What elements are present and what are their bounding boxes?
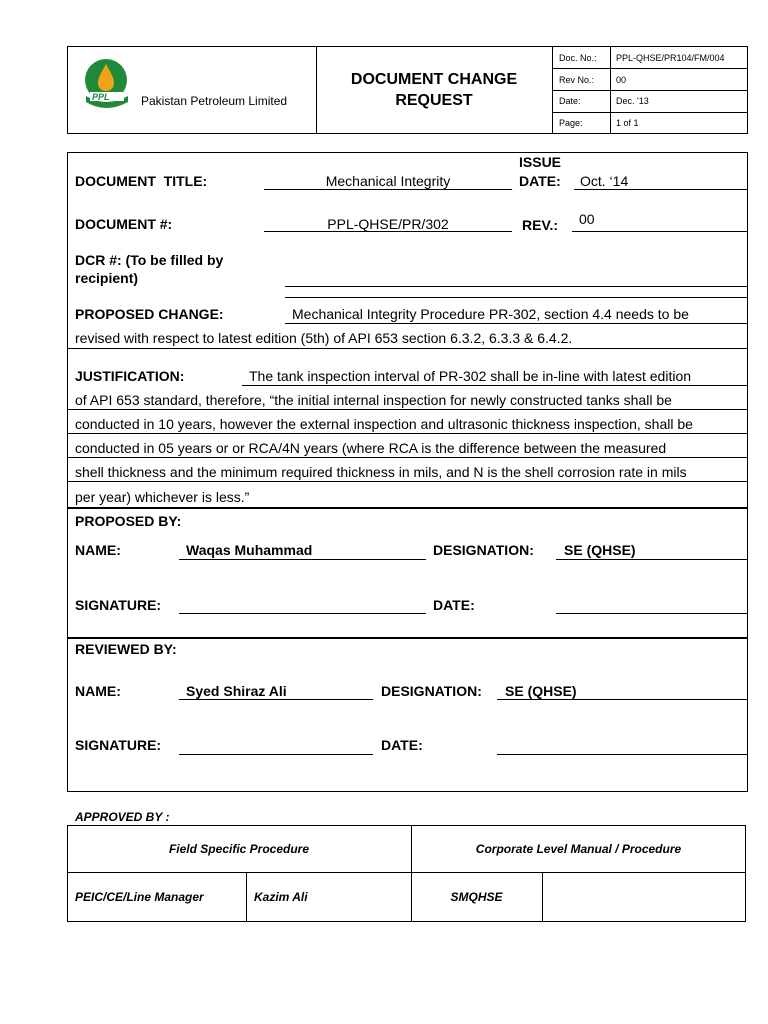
justification-text: per year) whichever is less.” (75, 489, 250, 505)
ppl-logo-text: PPL (92, 92, 110, 102)
meta-value: 1 of 1 (616, 118, 639, 128)
proposed-by-heading: PROPOSED BY: (75, 513, 182, 529)
rev-value: 00 (579, 211, 595, 227)
justification-rule (67, 433, 748, 434)
proposed-by-signature-field[interactable] (179, 597, 426, 614)
approval-row-divider (67, 872, 746, 873)
meta-label: Date: (559, 96, 581, 106)
approval-col-header: Field Specific Procedure (168, 842, 310, 856)
justification-text: The tank inspection interval of PR-302 shall be in-line with latest edition (249, 368, 692, 384)
proposed-change-text: Mechanical Integrity Procedure PR-302, section 4.4 needs to be (292, 306, 689, 322)
proposed-change-text: revised with respect to latest edition (5th) of API 653 section 6.3.2, 6.3.3 & 6.4.2. (75, 330, 573, 346)
meta-value: 00 (616, 75, 627, 85)
company-name: Pakistan Petroleum Limited (141, 94, 288, 108)
proposed-by-signature-label: SIGNATURE: (75, 597, 162, 613)
approval-col-header: Corporate Level Manual / Procedure (475, 842, 682, 856)
meta-value: PPL-QHSE/PR104/FM/004 (616, 53, 725, 63)
proposed-by-designation-label: DESIGNATION: (433, 542, 534, 558)
meta-label: Doc. No.: (559, 53, 597, 63)
dcr-field[interactable] (285, 266, 748, 287)
ppl-logo-icon (78, 56, 138, 114)
reviewed-by-signature-label: SIGNATURE: (75, 737, 162, 753)
proposed-change-label: PROPOSED CHANGE: (75, 306, 224, 322)
proposed-by-date-label: DATE: (433, 597, 475, 613)
proposed-by-name-label: NAME: (75, 542, 121, 558)
justification-label: JUSTIFICATION: (75, 368, 185, 384)
approval-cell-role: SMQHSE (450, 890, 503, 904)
reviewed-by-designation-value: SE (QHSE) (505, 683, 577, 699)
justification-text: of API 653 standard, therefore, “the initial internal inspection for newly constructed tanks shall be (75, 392, 672, 408)
justification-text: conducted in 10 years, however the external inspection and ultrasonic thickness inspection, shall be (75, 416, 693, 432)
doc-title-label: DOCUMENT TITLE: (75, 173, 208, 189)
approval-cell-role: PEIC/CE/Line Manager (75, 890, 204, 904)
justification-text: conducted in 05 years or or RCA/4N years (where RCA is the difference between the measured (75, 440, 667, 456)
meta-row-line-1 (552, 68, 748, 69)
approval-cell-name: Kazim Ali (254, 890, 308, 904)
meta-row-line-3 (552, 112, 748, 113)
dcr-label-line1: DCR #: (To be filled by (75, 252, 224, 268)
approval-col-divider (246, 872, 247, 922)
reviewed-by-date-field[interactable] (497, 737, 748, 755)
section-divider (67, 637, 748, 639)
dcr-lower-line (285, 297, 748, 298)
justification-rule (67, 481, 748, 482)
issue-label: ISSUE (519, 154, 562, 170)
approved-by-heading: APPROVED BY : (75, 810, 170, 824)
doc-number-label: DOCUMENT #: (75, 216, 173, 232)
doc-title-line2: REQUEST (395, 92, 473, 109)
section-divider (67, 348, 748, 349)
proposed-by-date-field[interactable] (556, 597, 748, 614)
rev-field[interactable] (572, 213, 748, 232)
justification-text: shell thickness and the minimum required thickness in mils, and N is the shell corrosion rate in mils (75, 464, 687, 480)
proposed-by-designation-value: SE (QHSE) (564, 542, 636, 558)
doc-title-value: Mechanical Integrity (325, 173, 451, 189)
meta-row-line-2 (552, 90, 748, 91)
meta-value: Dec. '13 (616, 96, 649, 106)
justification-rule (67, 457, 748, 458)
issue-date-value: Oct. ‘14 (580, 173, 629, 189)
dcr-label-line2: recipient) (75, 270, 139, 286)
approval-cell-signature[interactable] (550, 880, 740, 916)
doc-number-value: PPL-QHSE/PR/302 (327, 216, 449, 232)
meta-label: Page: (559, 118, 583, 128)
rev-label: REV.: (522, 217, 559, 233)
meta-label: Rev No.: (559, 75, 595, 85)
doc-title-line1: DOCUMENT CHANGE (350, 71, 518, 88)
reviewed-by-signature-field[interactable] (179, 737, 373, 755)
reviewed-by-designation-label: DESIGNATION: (381, 683, 482, 699)
proposed-by-name-value: Waqas Muhammad (186, 542, 313, 558)
justification-rule (67, 409, 748, 410)
approval-col-divider (542, 872, 543, 922)
reviewed-by-name-value: Syed Shiraz Ali (186, 683, 287, 699)
approval-col-divider (411, 825, 412, 922)
section-divider (67, 507, 748, 509)
header-divider-1 (316, 46, 317, 134)
reviewed-by-name-label: NAME: (75, 683, 121, 699)
reviewed-by-heading: REVIEWED BY: (75, 641, 177, 657)
issue-date-label: DATE: (519, 173, 561, 189)
reviewed-by-date-label: DATE: (381, 737, 423, 753)
